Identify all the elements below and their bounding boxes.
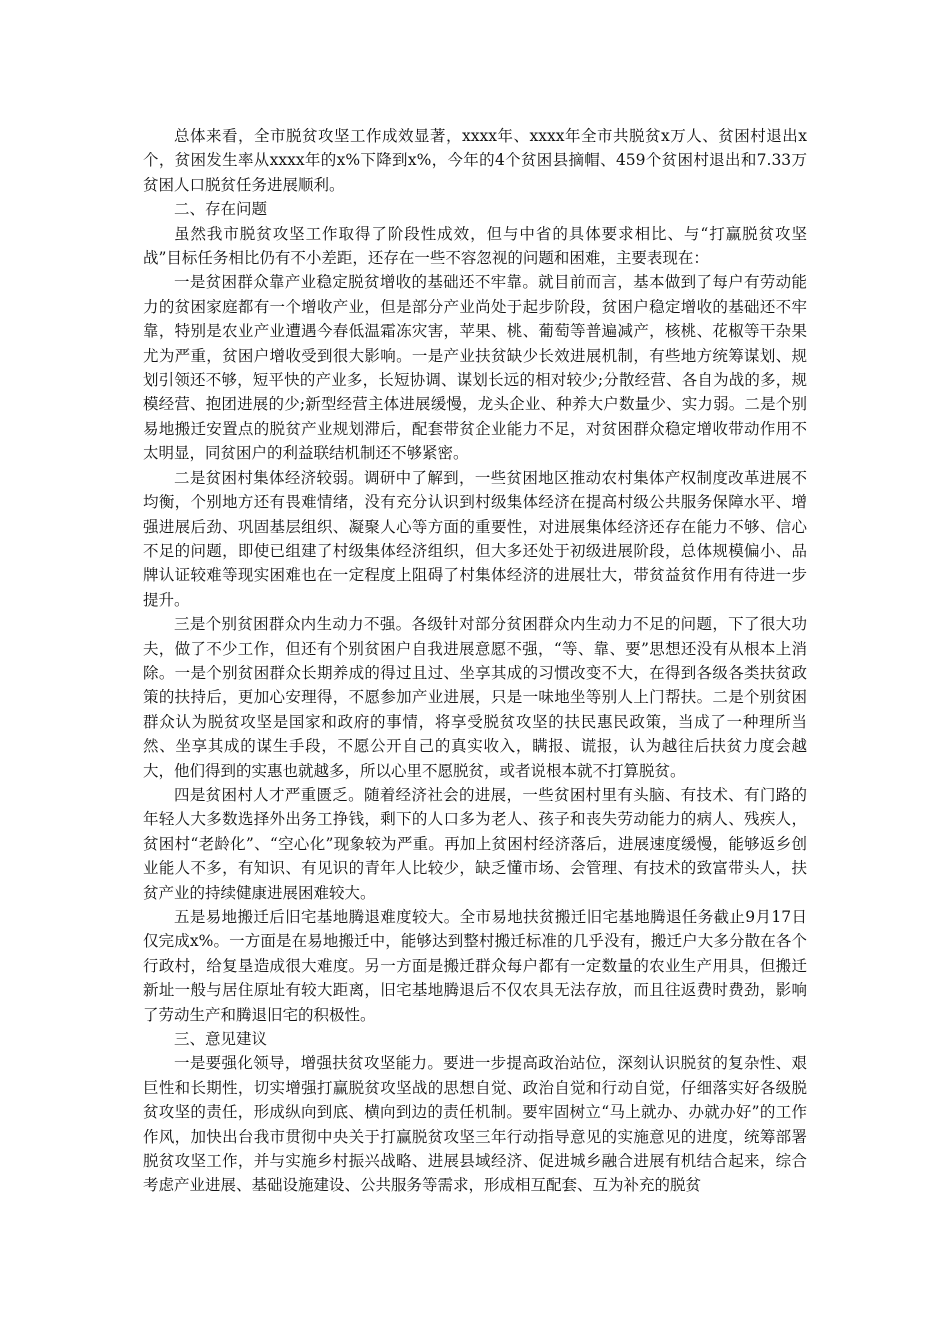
paragraph-problem-3: 三是个别贫困群众内生动力不强。各级针对部分贫困群众内生动力不足的问题，下了很大功夫，做了不少工作，但还有个别贫困户自我进展意愿不强，“等、靠、要”思想还没有从根本上消除。一是个别贫困群众长期养成的得过且过、坐享其成的习惯改变不大，在得到各级各类扶贫政策的扶持后，更加心安理得，不愿参加产业进展，只是一味地坐等别人上门帮扶。二是个别贫困群众认为脱贫攻坚是国家和政府的事情，将享受脱贫攻坚的扶民惠民政策，当成了一种理所当然、坐享其成的谋生手段，不愿公开自己的真实收入，瞒报、谎报，认为越往后扶贫力度会越大，他们得到的实惠也就越多，所以心里不愿脱贫，或者说根本就不打算脱贫。 [143, 615, 807, 780]
paragraph-problem-4: 四是贫困村人才严重匮乏。随着经济社会的进展，一些贫困村里有头脑、有技术、有门路的年轻人大多数选择外出务工挣钱，剩下的人口多为老人、孩子和丧失劳动能力的病人、残疾人，贫困村“老龄化”、“空心化”现象较为严重。再加上贫困村经济落后，进展速度缓慢，能够返乡创业能人不多，有知识、有见识的青年人比较少，缺乏懂市场、会管理、有技术的致富带头人，扶贫产业的持续健康进展困难较大。 [143, 785, 807, 902]
document-body [143, 124, 807, 1198]
paragraph-suggestion-1: 一是要强化领导，增强扶贫攻坚能力。要进一步提高政治站位，深刻认识脱贫的复杂性、艰巨性和长期性，切实增强打赢脱贫攻坚战的思想自觉、政治自觉和行动自觉，仔细落实好各级脱贫攻坚的责任，形成纵向到底、横向到边的责任机制。要牢固树立“马上就办、办就办好”的工作作风，加快出台我市贯彻中央关于打赢脱贫攻坚三年行动指导意见的实施意见的进度，统筹部署脱贫攻坚工作，并与实施乡村振兴战略、进展县域经济、促进城乡融合进展有机结合起来，综合考虑产业进展、基础设施建设、公共服务等需求，形成相互配套、互为补充的脱贫 [143, 1054, 807, 1195]
section-heading-problems: 二、存在问题 [174, 200, 268, 219]
section-heading-suggestions: 三、意见建议 [174, 1030, 268, 1049]
paragraph-problem-5: 五是易地搬迁后旧宅基地腾退难度较大。全市易地扶贫搬迁旧宅基地腾退任务截止9月17日仅完成x%。一方面是在易地搬迁中，能够达到整村搬迁标准的几乎没有，搬迁户大多分散在各个行政村，给复垦造成很大难度。另一方面是搬迁群众每户都有一定数量的农业生产用具，但搬迁新址一般与居住原址有较大距离，旧宅基地腾退后不仅农具无法存放，而且往返费时费劲，影响了劳动生产和腾退旧宅的积极性。 [143, 908, 807, 1024]
paragraph-problem-1: 一是贫困群众靠产业稳定脱贫增收的基础还不牢靠。就目前而言，基本做到了每户有劳动能力的贫困家庭都有一个增收产业，但是部分产业尚处于起步阶段，贫困户稳定增收的基础还不牢靠，特别是农业产业遭遇今春低温霜冻灾害，苹果、桃、葡萄等普遍减产，核桃、花椒等干杂果尤为严重，贫困户增收受到很大影响。一是产业扶贫缺少长效进展机制，有些地方统筹谋划、规划引领还不够，短平快的产业多，长短协调、谋划长远的相对较少;分散经营、各自为战的多，规模经营、抱团进展的少;新型经营主体进展缓慢，龙头企业、种养大户数量少、实力弱。二是个别易地搬迁安置点的脱贫产业规划滞后，配套带贫企业能力不足，对贫困群众稳定增收带动作用不太明显，同贫困户的利益联结机制还不够紧密。 [143, 273, 807, 463]
paragraph-problems-intro: 虽然我市脱贫攻坚工作取得了阶段性成效，但与中省的具体要求相比、与“打赢脱贫攻坚战”目标任务相比仍有不小差距，还存在一些不容忽视的问题和困难，主要表现在： [143, 224, 807, 268]
paragraph-problem-2: 二是贫困村集体经济较弱。调研中了解到，一些贫困地区推动农村集体产权制度改革进展不均衡，个别地方还有畏难情绪，没有充分认识到村级集体经济在提高村级公共服务保障水平、增强进展后劲、巩固基层组织、凝聚人心等方面的重要性，对进展集体经济还存在能力不够、信心不足的问题，即使已组建了村级集体经济组织，但大多还处于初级进展阶段，总体规模偏小、品牌认证较难等现实困难也在一定程度上阻碍了村集体经济的进展壮大，带贫益贫作用有待进一步提升。 [143, 468, 807, 609]
paragraph-summary: 总体来看，全市脱贫攻坚工作成效显著，xxxx年、xxxx年全市共脱贫x万人、贫困村退出x个，贫困发生率从xxxx年的x%下降到x%，今年的4个贫困县摘帽、459个贫困村退出和7.33万贫困人口脱贫任务进展顺利。 [143, 127, 807, 194]
